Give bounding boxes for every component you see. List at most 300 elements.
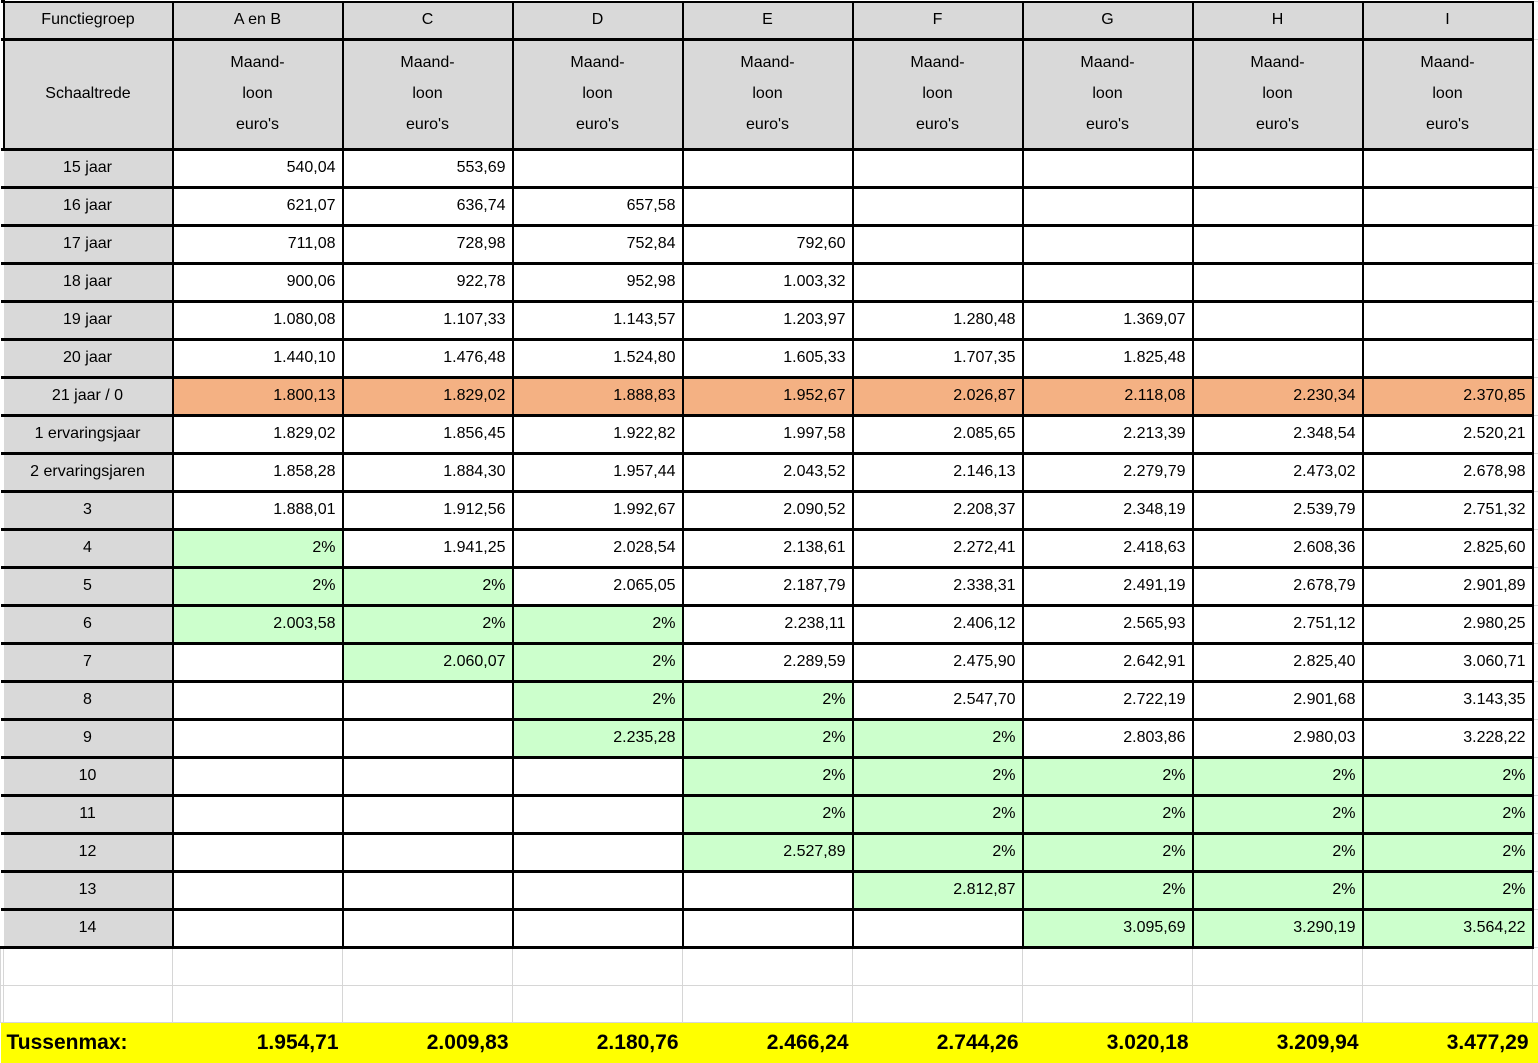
- row-label: 12: [4, 833, 173, 871]
- column-header: I: [1363, 2, 1533, 40]
- column-subheader: [1023, 39, 1193, 149]
- cell: 2.338,31: [853, 567, 1023, 605]
- cell: [1193, 263, 1363, 301]
- cell: 2.565,93: [1023, 605, 1193, 643]
- cell: [1193, 187, 1363, 225]
- row-label: 11: [4, 795, 173, 833]
- footer-value: 2.180,76: [513, 1022, 683, 1063]
- cell: 952,98: [513, 263, 683, 301]
- subheader-lines: [1194, 41, 1362, 148]
- cell: [173, 757, 343, 795]
- cell: [1363, 263, 1533, 301]
- cell: 2.678,79: [1193, 567, 1363, 605]
- row-label: 20 jaar: [4, 339, 173, 377]
- cell: [1363, 301, 1533, 339]
- cell: 1.825,48: [1023, 339, 1193, 377]
- table-row: [1, 909, 1538, 947]
- right-crop-sliver: [1533, 415, 1538, 453]
- cell: 2%: [1363, 757, 1533, 795]
- table-body: [1, 2, 1538, 1063]
- empty-cell: [1023, 947, 1193, 985]
- right-crop-sliver: [1533, 833, 1538, 871]
- subheader-line: euro's: [684, 116, 852, 134]
- table-row: [1, 643, 1538, 681]
- row-label: 10: [4, 757, 173, 795]
- cell: 2.272,41: [853, 529, 1023, 567]
- cell: [513, 795, 683, 833]
- empty-cell: [173, 947, 343, 985]
- cell: 2%: [683, 719, 853, 757]
- cell: [173, 833, 343, 871]
- cell: 2.527,89: [683, 833, 853, 871]
- right-crop-sliver: [1533, 377, 1538, 415]
- subheader-line: Maand-: [854, 54, 1022, 72]
- cell: 2.406,12: [853, 605, 1023, 643]
- right-crop-sliver: [1533, 339, 1538, 377]
- cell: 540,04: [173, 149, 343, 187]
- row-label: 4: [4, 529, 173, 567]
- row-label: 14: [4, 909, 173, 947]
- cell: 2.539,79: [1193, 491, 1363, 529]
- subheader-line: loon: [344, 85, 512, 103]
- right-crop-sliver: [1533, 187, 1538, 225]
- cell: [513, 757, 683, 795]
- cell: 2.608,36: [1193, 529, 1363, 567]
- empty-cell: [4, 985, 173, 1022]
- right-crop-sliver: [1533, 1022, 1538, 1063]
- cell: [1023, 149, 1193, 187]
- cell: 1.524,80: [513, 339, 683, 377]
- cell: 900,06: [173, 263, 343, 301]
- cell: 2.473,02: [1193, 453, 1363, 491]
- table-row: [1, 339, 1538, 377]
- cell: [1023, 187, 1193, 225]
- cell: 2%: [1193, 757, 1363, 795]
- table-row: [1, 757, 1538, 795]
- subheader-line: euro's: [1364, 116, 1532, 134]
- empty-cell: [853, 947, 1023, 985]
- right-crop-sliver: [1533, 149, 1538, 187]
- column-header: E: [683, 2, 853, 40]
- cell: 1.888,01: [173, 491, 343, 529]
- cell: [683, 871, 853, 909]
- cell: 2.235,28: [513, 719, 683, 757]
- row-label: 18 jaar: [4, 263, 173, 301]
- empty-cell: [173, 985, 343, 1022]
- cell: 1.707,35: [853, 339, 1023, 377]
- cell: 553,69: [343, 149, 513, 187]
- cell: 1.829,02: [343, 377, 513, 415]
- cell: 3.095,69: [1023, 909, 1193, 947]
- table-row: [1, 263, 1538, 301]
- cell: [173, 795, 343, 833]
- right-crop-sliver: [1533, 985, 1538, 1022]
- table-row: [1, 453, 1538, 491]
- subheader-line: loon: [174, 85, 342, 103]
- footer-label: Tussenmax:: [1, 1022, 173, 1063]
- cell: [343, 833, 513, 871]
- subheader-lines: [684, 41, 852, 148]
- corner-header: Functiegroep: [4, 2, 173, 40]
- subheader-line: Maand-: [1024, 54, 1192, 72]
- subheader-line: Maand-: [174, 54, 342, 72]
- table-row: [1, 187, 1538, 225]
- column-header: C: [343, 2, 513, 40]
- subheader-line: loon: [684, 85, 852, 103]
- cell: [853, 909, 1023, 947]
- cell: 2.803,86: [1023, 719, 1193, 757]
- cell: 2%: [343, 567, 513, 605]
- cell: 2%: [513, 681, 683, 719]
- cell: [1193, 301, 1363, 339]
- cell: [1363, 339, 1533, 377]
- cell: 792,60: [683, 225, 853, 263]
- cell: 2%: [1193, 871, 1363, 909]
- cell: 2.348,54: [1193, 415, 1363, 453]
- cell: 728,98: [343, 225, 513, 263]
- right-crop-sliver: [1533, 757, 1538, 795]
- cell: [173, 719, 343, 757]
- footer-value: 3.020,18: [1023, 1022, 1193, 1063]
- row-label: 17 jaar: [4, 225, 173, 263]
- cell: 2.370,85: [1363, 377, 1533, 415]
- cell: 2%: [1193, 795, 1363, 833]
- column-subheader: [343, 39, 513, 149]
- cell: 2.751,12: [1193, 605, 1363, 643]
- cell: 2.060,07: [343, 643, 513, 681]
- cell: 2%: [853, 719, 1023, 757]
- footer-value: 3.209,94: [1193, 1022, 1363, 1063]
- footer-value: 2.466,24: [683, 1022, 853, 1063]
- right-crop-sliver: [1533, 719, 1538, 757]
- cell: 2.348,19: [1023, 491, 1193, 529]
- cell: 2.279,79: [1023, 453, 1193, 491]
- cell: 2.812,87: [853, 871, 1023, 909]
- cell: 2%: [853, 795, 1023, 833]
- column-header: D: [513, 2, 683, 40]
- cell: 1.476,48: [343, 339, 513, 377]
- right-crop-sliver: [1533, 909, 1538, 947]
- subheader-line: euro's: [514, 116, 682, 134]
- cell: 2.146,13: [853, 453, 1023, 491]
- right-crop-sliver: [1533, 225, 1538, 263]
- blank-row: [1, 985, 1538, 1022]
- header-row: [1, 2, 1538, 40]
- column-subheader: [1363, 39, 1533, 149]
- cell: 2.090,52: [683, 491, 853, 529]
- right-crop-sliver: [1533, 795, 1538, 833]
- cell: 2.520,21: [1363, 415, 1533, 453]
- right-crop-sliver: [1533, 453, 1538, 491]
- cell: [513, 871, 683, 909]
- cell: 2.547,70: [853, 681, 1023, 719]
- subheader-lines: [854, 41, 1022, 148]
- footer-value: 1.954,71: [173, 1022, 343, 1063]
- row-label: 19 jaar: [4, 301, 173, 339]
- table-row: [1, 719, 1538, 757]
- cell: 2.043,52: [683, 453, 853, 491]
- table-row: [1, 491, 1538, 529]
- cell: 1.992,67: [513, 491, 683, 529]
- column-subheader: [513, 39, 683, 149]
- cell: [343, 757, 513, 795]
- empty-cell: [1023, 985, 1193, 1022]
- subheader-row: [1, 39, 1538, 149]
- cell: 3.228,22: [1363, 719, 1533, 757]
- cell: 2.678,98: [1363, 453, 1533, 491]
- subheader-line: loon: [1024, 85, 1192, 103]
- column-header: A en B: [173, 2, 343, 40]
- row-label: 3: [4, 491, 173, 529]
- cell: 2%: [1363, 871, 1533, 909]
- row-label: 6: [4, 605, 173, 643]
- empty-cell: [1193, 985, 1363, 1022]
- cell: 1.922,82: [513, 415, 683, 453]
- cell: 1.884,30: [343, 453, 513, 491]
- footer-value: 2.009,83: [343, 1022, 513, 1063]
- row-label: 1 ervaringsjaar: [4, 415, 173, 453]
- subheader-line: Maand-: [1194, 54, 1362, 72]
- empty-cell: [1193, 947, 1363, 985]
- cell: 1.080,08: [173, 301, 343, 339]
- cell: [1363, 187, 1533, 225]
- cell: 2.238,11: [683, 605, 853, 643]
- cell: [1363, 225, 1533, 263]
- subheader-line: Maand-: [1364, 54, 1532, 72]
- cell: [513, 149, 683, 187]
- empty-cell: [683, 985, 853, 1022]
- right-crop-sliver: [1533, 643, 1538, 681]
- empty-cell: [343, 985, 513, 1022]
- row-label: 2 ervaringsjaren: [4, 453, 173, 491]
- cell: 3.564,22: [1363, 909, 1533, 947]
- cell: [1193, 149, 1363, 187]
- subheader-lines: [514, 41, 682, 148]
- cell: 1.440,10: [173, 339, 343, 377]
- empty-cell: [853, 985, 1023, 1022]
- table-row: [1, 605, 1538, 643]
- cell: 2.118,08: [1023, 377, 1193, 415]
- cell: 2%: [683, 757, 853, 795]
- subheader-line: euro's: [1024, 116, 1192, 134]
- cell: 2.475,90: [853, 643, 1023, 681]
- cell: 1.856,45: [343, 415, 513, 453]
- empty-cell: [513, 947, 683, 985]
- cell: 1.952,67: [683, 377, 853, 415]
- cell: 3.060,71: [1363, 643, 1533, 681]
- cell: 2%: [343, 605, 513, 643]
- cell: 657,58: [513, 187, 683, 225]
- cell: 2.028,54: [513, 529, 683, 567]
- subheader-line: Maand-: [344, 54, 512, 72]
- table-row: [1, 795, 1538, 833]
- cell: [343, 795, 513, 833]
- column-subheader: [173, 39, 343, 149]
- cell: 621,07: [173, 187, 343, 225]
- empty-cell: [1363, 985, 1533, 1022]
- table-row: [1, 377, 1538, 415]
- cell: [1363, 149, 1533, 187]
- cell: 2.642,91: [1023, 643, 1193, 681]
- cell: 2.289,59: [683, 643, 853, 681]
- table-row: [1, 567, 1538, 605]
- column-header: F: [853, 2, 1023, 40]
- cell: [683, 149, 853, 187]
- column-subheader: [1193, 39, 1363, 149]
- cell: 1.941,25: [343, 529, 513, 567]
- cell: [343, 681, 513, 719]
- subheader-line: euro's: [1194, 116, 1362, 134]
- cell: [343, 909, 513, 947]
- subheader-line: euro's: [344, 116, 512, 134]
- cell: [683, 909, 853, 947]
- cell: [683, 187, 853, 225]
- cell: 636,74: [343, 187, 513, 225]
- right-crop-sliver: [1533, 263, 1538, 301]
- cell: [853, 263, 1023, 301]
- cell: 2%: [1193, 833, 1363, 871]
- cell: 1.997,58: [683, 415, 853, 453]
- column-subheader: [683, 39, 853, 149]
- empty-cell: [1363, 947, 1533, 985]
- subheader-line: loon: [514, 85, 682, 103]
- cell: 2.418,63: [1023, 529, 1193, 567]
- cell: [173, 871, 343, 909]
- row-label: 21 jaar / 0: [4, 377, 173, 415]
- cell: 2.065,05: [513, 567, 683, 605]
- footer-value: 3.477,29: [1363, 1022, 1533, 1063]
- table-row: [1, 529, 1538, 567]
- subheader-line: euro's: [174, 116, 342, 134]
- cell: 2%: [683, 681, 853, 719]
- table-row: [1, 415, 1538, 453]
- cell: 2%: [513, 643, 683, 681]
- right-crop-sliver: [1533, 491, 1538, 529]
- cell: 2.026,87: [853, 377, 1023, 415]
- cell: 1.912,56: [343, 491, 513, 529]
- cell: 3.290,19: [1193, 909, 1363, 947]
- cell: 752,84: [513, 225, 683, 263]
- right-crop-sliver: [1533, 2, 1538, 40]
- cell: [1023, 225, 1193, 263]
- right-crop-sliver: [1533, 567, 1538, 605]
- cell: 2.751,32: [1363, 491, 1533, 529]
- cell: [1193, 339, 1363, 377]
- cell: 922,78: [343, 263, 513, 301]
- empty-cell: [683, 947, 853, 985]
- subheader-line: loon: [1364, 85, 1532, 103]
- footer-row: [1, 1022, 1538, 1063]
- cell: 2%: [853, 757, 1023, 795]
- blank-row: [1, 947, 1538, 985]
- row-header-label: Schaaltrede: [4, 39, 173, 149]
- cell: 1.957,44: [513, 453, 683, 491]
- cell: [1023, 263, 1193, 301]
- cell: [513, 833, 683, 871]
- cell: 2%: [1023, 795, 1193, 833]
- cell: 2.980,25: [1363, 605, 1533, 643]
- cell: 1.143,57: [513, 301, 683, 339]
- subheader-line: euro's: [854, 116, 1022, 134]
- row-label: 7: [4, 643, 173, 681]
- cell: 2.085,65: [853, 415, 1023, 453]
- cell: 2%: [1363, 795, 1533, 833]
- subheader-lines: [1364, 41, 1532, 148]
- cell: 2.825,60: [1363, 529, 1533, 567]
- column-header: H: [1193, 2, 1363, 40]
- cell: [853, 187, 1023, 225]
- cell: 2.901,68: [1193, 681, 1363, 719]
- subheader-lines: [1024, 41, 1192, 148]
- row-label: 9: [4, 719, 173, 757]
- column-subheader: [853, 39, 1023, 149]
- empty-cell: [4, 947, 173, 985]
- footer-value: 2.744,26: [853, 1022, 1023, 1063]
- cell: 2%: [173, 567, 343, 605]
- cell: 2.980,03: [1193, 719, 1363, 757]
- cell: [343, 871, 513, 909]
- cell: [173, 643, 343, 681]
- table-row: [1, 833, 1538, 871]
- row-label: 15 jaar: [4, 149, 173, 187]
- cell: 1.888,83: [513, 377, 683, 415]
- table-row: [1, 149, 1538, 187]
- cell: 1.858,28: [173, 453, 343, 491]
- column-header: G: [1023, 2, 1193, 40]
- cell: 2%: [853, 833, 1023, 871]
- row-label: 8: [4, 681, 173, 719]
- right-crop-sliver: [1533, 947, 1538, 985]
- subheader-line: loon: [1194, 85, 1362, 103]
- cell: 2.722,19: [1023, 681, 1193, 719]
- cell: 1.369,07: [1023, 301, 1193, 339]
- cell: 2.901,89: [1363, 567, 1533, 605]
- cell: [513, 909, 683, 947]
- subheader-lines: [344, 41, 512, 148]
- cell: 2%: [513, 605, 683, 643]
- cell: 2%: [1023, 871, 1193, 909]
- subheader-line: loon: [854, 85, 1022, 103]
- subheader-line: Maand-: [684, 54, 852, 72]
- cell: [1193, 225, 1363, 263]
- cell: 2.213,39: [1023, 415, 1193, 453]
- cell: 2.138,61: [683, 529, 853, 567]
- cell: 1.107,33: [343, 301, 513, 339]
- cell: 1.203,97: [683, 301, 853, 339]
- cell: [173, 681, 343, 719]
- cell: [173, 909, 343, 947]
- cell: 1.800,13: [173, 377, 343, 415]
- right-crop-sliver: [1533, 301, 1538, 339]
- right-crop-sliver: [1533, 871, 1538, 909]
- right-crop-sliver: [1533, 681, 1538, 719]
- cell: [853, 149, 1023, 187]
- cell: 2.003,58: [173, 605, 343, 643]
- cell: 2%: [1363, 833, 1533, 871]
- table-row: [1, 681, 1538, 719]
- cell: 3.143,35: [1363, 681, 1533, 719]
- row-label: 13: [4, 871, 173, 909]
- cell: 2%: [173, 529, 343, 567]
- cell: 2.825,40: [1193, 643, 1363, 681]
- right-crop-sliver: [1533, 39, 1538, 149]
- cell: [343, 719, 513, 757]
- cell: 1.829,02: [173, 415, 343, 453]
- empty-cell: [513, 985, 683, 1022]
- right-crop-sliver: [1533, 529, 1538, 567]
- cell: 1.003,32: [683, 263, 853, 301]
- cell: 2%: [683, 795, 853, 833]
